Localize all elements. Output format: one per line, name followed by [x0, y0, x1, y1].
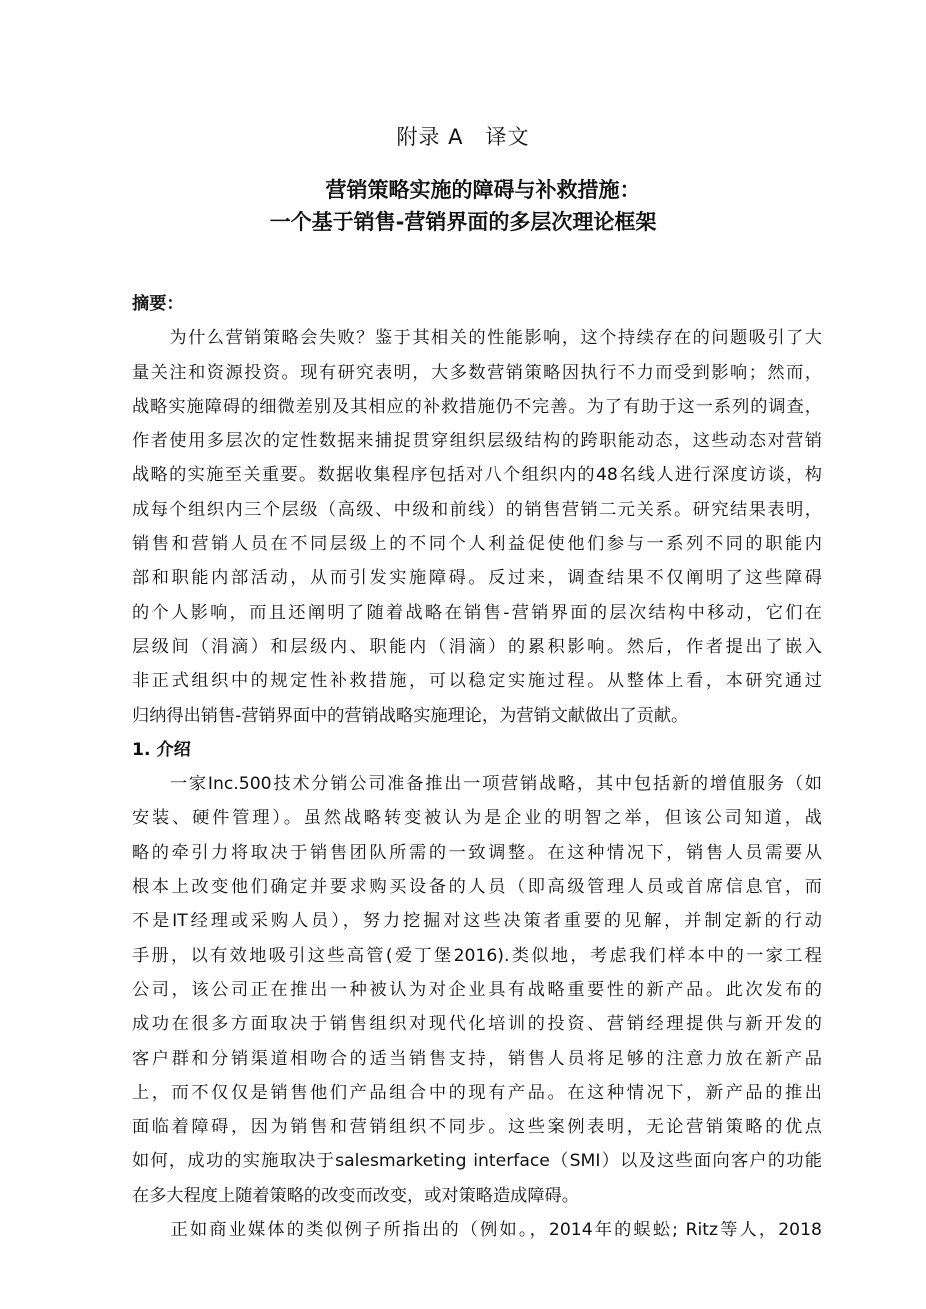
- abstract-line: 非正式组织中的规定性补救措施，可以稳定实施过程。从整体上看，本研究通过: [132, 671, 822, 692]
- intro-line: 上，而不仅仅是销售他们产品组合中的现有产品。在这种情况下，新产品的推出: [132, 1082, 822, 1103]
- intro-line: 成功在很多方面取决于销售组织对现代化培训的投资、营销经理提供与新开发的: [132, 1014, 822, 1035]
- paper-title-line-2: 一个基于销售-营销界面的多层次理论框架: [269, 210, 657, 234]
- abstract-line: 量关注和资源投资。现有研究表明，大多数营销策略因执行不力而受到影响；然而，: [132, 362, 822, 383]
- body-text: [132, 287, 822, 1247]
- introduction-paragraph-1: [132, 767, 822, 1213]
- abstract-line: 为什么营销策略会失败？鉴于其相关的性能影响，这个持续存在的问题吸引了大: [132, 328, 822, 349]
- abstract-line: 销售和营销人员在不同层级上的不同个人利益促使他们参与一系列不同的职能内: [132, 534, 822, 555]
- intro-line: 一家Inc.500技术分销公司准备推出一项营销战略，其中包括新的增值服务（如: [132, 774, 822, 795]
- introduction-heading: 1. 介绍: [132, 739, 191, 760]
- intro-line: 手册，以有效地吸引这些高管(爱丁堡2016).类似地，考虑我们样本中的一家工程: [132, 945, 822, 966]
- intro-line: 客户群和分销渠道相吻合的适当销售支持，销售人员将足够的注意力放在新产品: [132, 1048, 822, 1069]
- abstract-line: 作者使用多层次的定性数据来捕捉贯穿组织层级结构的跨职能动态，这些动态对营销: [132, 431, 822, 452]
- intro-line: 正如商业媒体的类似例子所指出的（例如。，2014年的蜈蚣; Ritz等人，2018: [132, 1220, 822, 1241]
- abstract-line: 归纳得出销售-营销界面中的营销战略实施理论，为营销文献做出了贡献。: [132, 705, 689, 726]
- intro-line: 在多大程度上随着策略的改变而改变，或对策略造成障碍。: [132, 1185, 579, 1206]
- abstract-line: 的个人影响，而且还阐明了随着战略在销售-营销界面的层次结构中移动，它们在: [132, 602, 822, 623]
- abstract-line: 战略实施障碍的细微差别及其相应的补救措施仍不完善。为了有助于这一系列的调查，: [132, 396, 822, 417]
- paper-title-line-1: 营销策略实施的障碍与补救措施：: [325, 178, 641, 202]
- abstract-line: 层级间（涓滴）和层级内、职能内（涓滴）的累积影响。然后，作者提出了嵌入: [132, 636, 822, 657]
- abstract-paragraph: [132, 321, 822, 733]
- abstract-line: 成每个组织内三个层级（高级、中级和前线）的销售营销二元关系。研究结果表明，: [132, 499, 822, 520]
- intro-line: 公司，该公司正在推出一种被认为对企业具有战略重要性的新产品。此次发布的: [132, 979, 822, 1000]
- abstract-line: 战略的实施至关重要。数据收集程序包括对八个组织内的48名线人进行深度访谈，构: [132, 465, 822, 486]
- introduction-paragraph-2: [132, 1213, 822, 1247]
- abstract-line: 部和职能内部活动，从而引发实施障碍。反过来，调查结果不仅阐明了这些障碍: [132, 568, 822, 589]
- intro-line: 不是IT经理或采购人员），努力挖掘对这些决策者重要的见解，并制定新的行动: [132, 911, 822, 932]
- intro-line: 安装、硬件管理）。虽然战略转变被认为是企业的明智之举，但该公司知道，战: [132, 808, 822, 829]
- intro-line: 如何，成功的实施取决于salesmarketing interface（SMI）以及这些面向客户的功能: [132, 1151, 822, 1172]
- intro-line: 根本上改变他们确定并要求购买设备的人员（即高级管理人员或首席信息官，而: [132, 877, 822, 898]
- appendix-title: 附录 A 译文: [396, 125, 530, 149]
- intro-line: 略的牵引力将取决于销售团队所需的一致调整。在这种情况下，销售人员需要从: [132, 842, 822, 863]
- abstract-heading: 摘要：: [132, 294, 184, 314]
- intro-line: 面临着障碍，因为销售和营销组织不同步。这些案例表明，无论营销策略的优点: [132, 1117, 822, 1138]
